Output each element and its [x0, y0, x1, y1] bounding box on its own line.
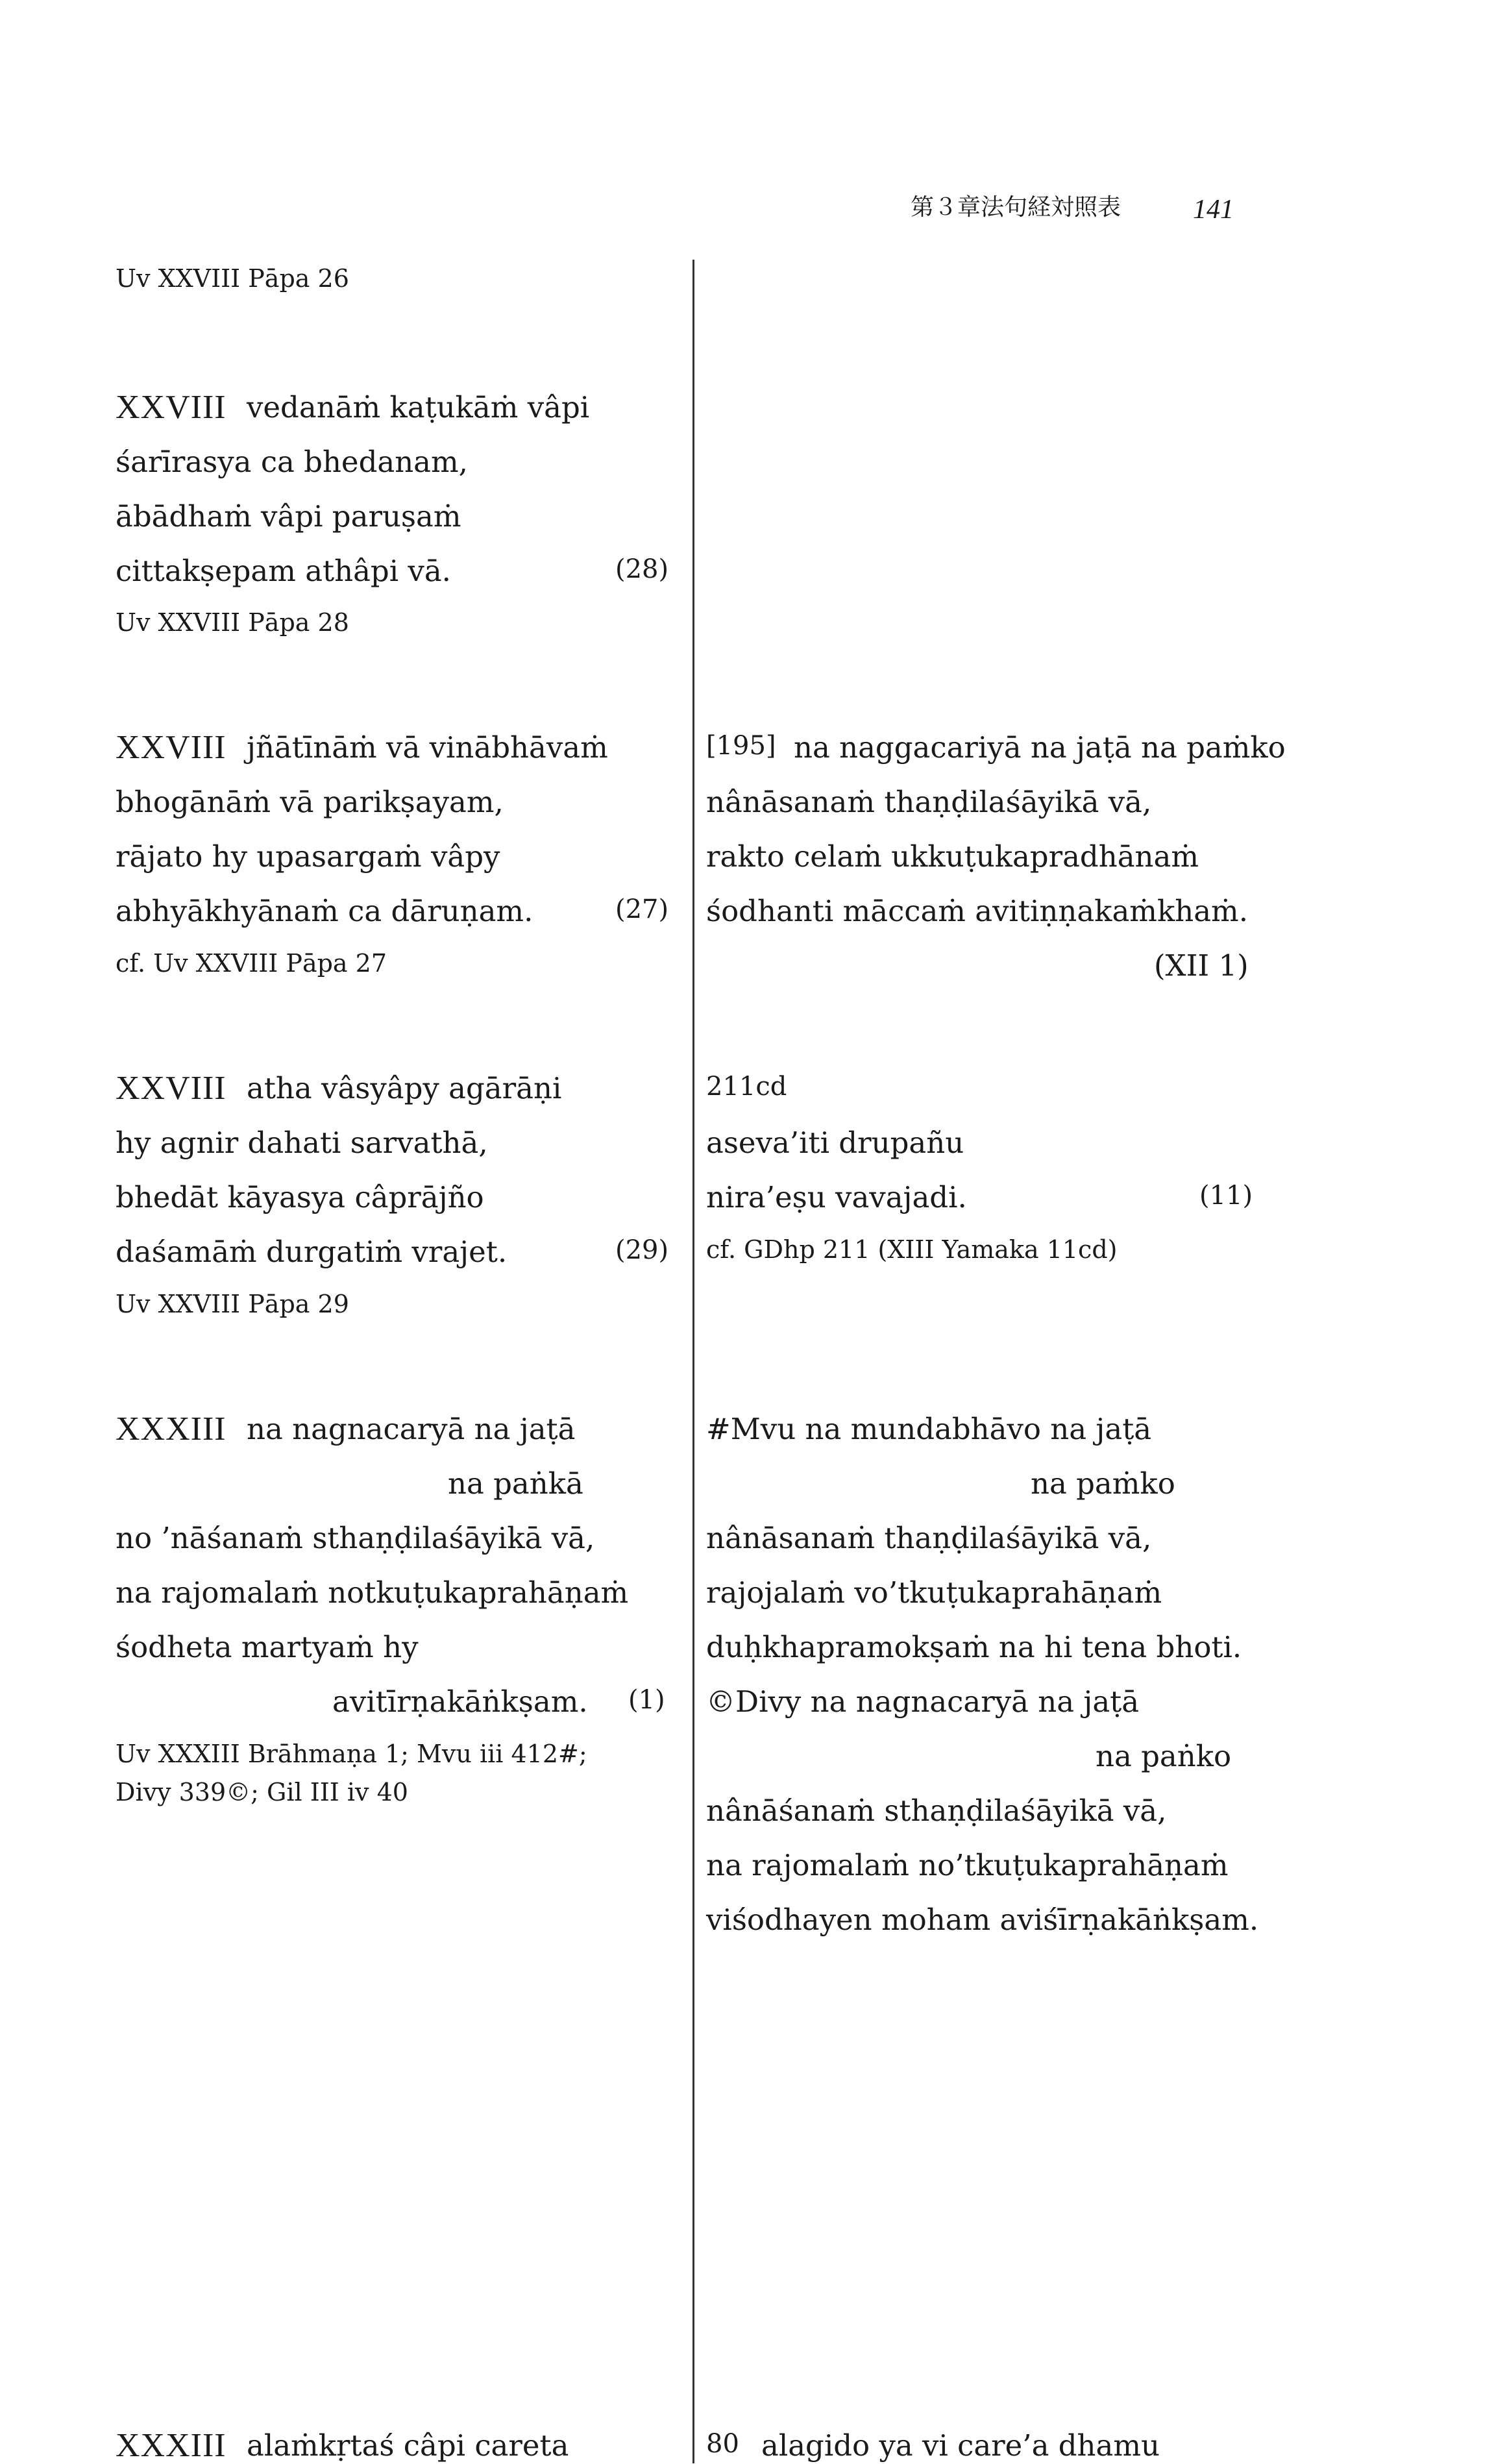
- r3-line-6: ©Divy na nagnacaryā na jaṭā: [706, 1684, 1140, 1719]
- l5-line-4: na rajomalaṁ notkuṭukaprahāṇaṁ: [116, 1575, 629, 1610]
- l5-line-6: avitīrṇakāṅkṣam.: [332, 1684, 588, 1719]
- l5-reference-2: Divy 339©; Gil III iv 40: [116, 1778, 408, 1806]
- l6-line-1: alaṁkṛtaś câpi careta: [247, 2428, 569, 2463]
- r1-line-2: nânāsanaṁ thaṇḍilaśāyikā vā,: [706, 785, 1152, 819]
- r3-line-10: viśodhayen moham aviśīrṇakāṅkṣam.: [706, 1903, 1259, 1937]
- l5-roman: XXXIII: [116, 1411, 227, 1448]
- l3-line-2: bhogānāṁ vā parikṣayam,: [116, 785, 504, 819]
- r1-label: [195]: [706, 731, 776, 761]
- l4-line-4: daśamāṁ durgatiṁ vrajet.: [116, 1235, 508, 1269]
- r3-line-8: nânāśanaṁ sthaṇḍilaśāyikā vā,: [706, 1793, 1167, 1828]
- r2-line-1: aseva’iti drupañu: [706, 1126, 964, 1160]
- r1-line-1: na naggacariyā na jaṭā na paṁko: [794, 730, 1286, 765]
- r1-reference: (XII 1): [1154, 948, 1249, 983]
- l6-roman: XXXIII: [116, 2427, 227, 2464]
- l3-line-3: rājato hy upasargaṁ vâpy: [116, 839, 500, 874]
- l1-reference: Uv XXVIII Pāpa 26: [116, 264, 349, 293]
- l4-line-1: atha vâsyâpy agārāṇi: [247, 1071, 562, 1105]
- l5-line-2: na paṅkā: [448, 1466, 583, 1501]
- l5-line-3: no ’nāśanaṁ sthaṇḍilaśāyikā vā,: [116, 1521, 595, 1555]
- r3-line-1: #Mvu na mundabhāvo na jaṭā: [706, 1412, 1152, 1446]
- r1-line-4: śodhanti māccaṁ avitiṇṇakaṁkhaṁ.: [706, 894, 1249, 928]
- l4-line-3: bhedāt kāyasya câprājño: [116, 1180, 484, 1214]
- l5-verse-number: (1): [628, 1685, 665, 1715]
- l2-line-2: śarīrasya ca bhedanam,: [116, 445, 468, 479]
- l5-line-5: śodheta martyaṁ hy: [116, 1630, 419, 1664]
- l5-line-1: na nagnacaryā na jaṭā: [247, 1412, 576, 1446]
- r1-line-3: rakto celaṁ ukkuṭukapradhānaṁ: [706, 839, 1199, 874]
- r2-line-2: nira’eṣu vavajadi.: [706, 1180, 967, 1214]
- l4-reference: Uv XXVIII Pāpa 29: [116, 1290, 349, 1318]
- r3-line-2: na paṁko: [1031, 1466, 1175, 1501]
- l2-reference: Uv XXVIII Pāpa 28: [116, 608, 349, 637]
- r4-number: 80: [706, 2429, 739, 2459]
- l3-verse-number: (27): [615, 894, 669, 924]
- l3-line-4: abhyākhyānaṁ ca dāruṇam.: [116, 894, 533, 928]
- l2-verse-number: (28): [615, 554, 669, 584]
- l2-line-4: cittakṣepam athâpi vā.: [116, 554, 451, 588]
- r3-line-9: na rajomalaṁ no’tkuṭukaprahāṇaṁ: [706, 1848, 1229, 1882]
- l2-line-1: vedanāṁ kaṭukāṁ vâpi: [247, 390, 590, 425]
- l4-verse-number: (29): [615, 1235, 669, 1265]
- r3-line-3: nânāsanaṁ thaṇḍilaśāyikā vā,: [706, 1521, 1152, 1555]
- running-header: 第３章法句経対照表: [911, 194, 1121, 221]
- l3-roman: XXVIII: [116, 729, 227, 766]
- l2-roman: XXVIII: [116, 389, 227, 426]
- page-number: 141: [1193, 195, 1234, 225]
- r2-reference: cf. GDhp 211 (XIII Yamaka 11cd): [706, 1235, 1118, 1264]
- l3-reference: cf. Uv XXVIII Pāpa 27: [116, 949, 387, 978]
- r4-line-1: alagido ya vi care’a dhamu: [761, 2428, 1160, 2463]
- l2-line-3: ābādhaṁ vâpi paruṣaṁ: [116, 499, 461, 534]
- column-divider: [692, 260, 694, 2463]
- l4-line-2: hy agnir dahati sarvathā,: [116, 1126, 488, 1160]
- r3-line-7: na paṅko: [1096, 1739, 1232, 1773]
- l5-reference-1: Uv XXXIII Brāhmaṇa 1; Mvu iii 412#;: [116, 1740, 587, 1768]
- l3-line-1: jñātīnāṁ vā vinābhāvaṁ: [247, 730, 608, 765]
- r2-label: 211cd: [706, 1072, 787, 1102]
- r2-verse-number: (11): [1199, 1181, 1253, 1211]
- r3-line-5: duḥkhapramokṣaṁ na hi tena bhoti.: [706, 1630, 1242, 1664]
- r3-line-4: rajojalaṁ vo’tkuṭukaprahāṇaṁ: [706, 1575, 1162, 1610]
- l4-roman: XXVIII: [116, 1070, 227, 1107]
